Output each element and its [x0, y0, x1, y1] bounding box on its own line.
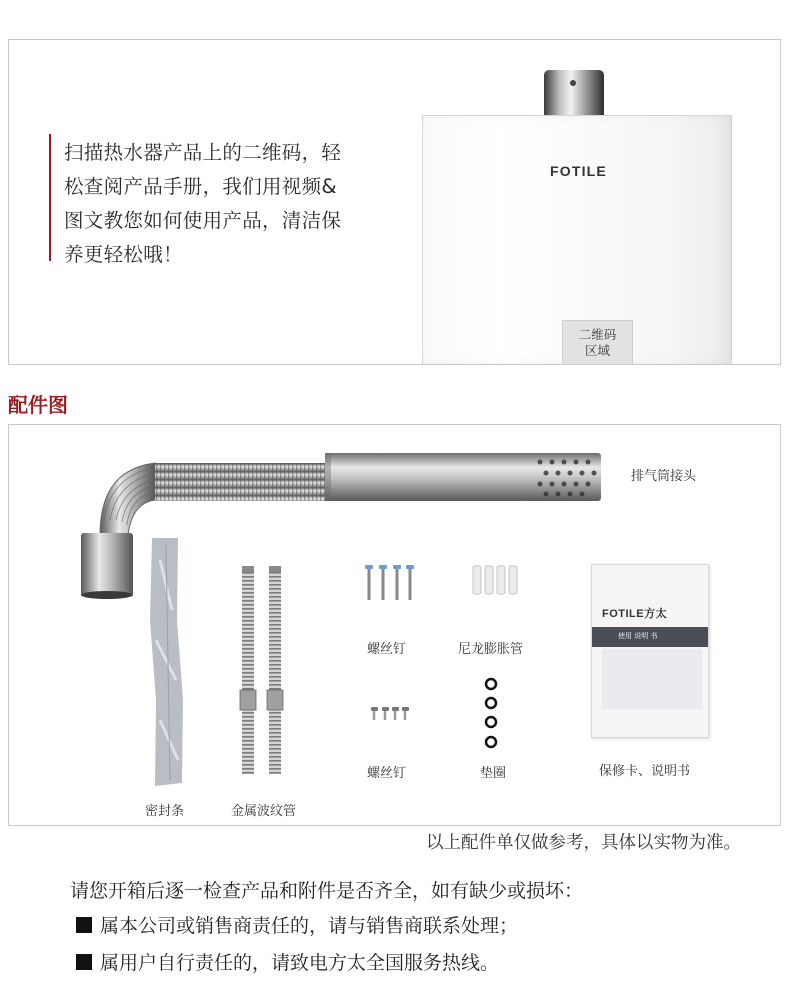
manual-band-text: 使用 说明 书 [618, 632, 658, 640]
intro-line-4: 养更轻松哦！ [64, 243, 183, 266]
note-bullet-1 [76, 911, 518, 938]
nylon-anchors-image [473, 566, 517, 594]
intro-line-2: 松查阅产品手册，我们用视频& [64, 175, 337, 198]
long-screws-image [365, 565, 414, 600]
metal-hose-image [240, 566, 283, 774]
label-warranty-manual: 保修卡、说明书 [599, 764, 691, 779]
disclaimer-text: 以上配件单仅做参考，具体以实物为准。 [426, 833, 741, 853]
label-screw-short: 螺丝钉 [367, 766, 407, 781]
note-bullet-2-text: 属用户自行责任的，请致电方太全国服务热线。 [100, 952, 500, 974]
qr-label-line1: 二维码 [578, 326, 617, 342]
label-screw-long: 螺丝钉 [367, 642, 407, 657]
short-screws-image [371, 707, 409, 720]
check-instruction: 请您开箱后逐一检查产品和附件是否齐全，如有缺少或损坏： [70, 880, 584, 902]
warranty-manual-image [591, 564, 709, 738]
manual-brand: FOTILE方太 [602, 608, 668, 620]
label-sealing-strip: 密封条 [145, 804, 185, 819]
gaskets-image [486, 679, 496, 747]
sealing-strip-image [150, 538, 183, 786]
bullet-square-icon [76, 917, 92, 933]
section-title-accessories: 配件图 [8, 393, 68, 417]
heater-brand-logo: FOTILE [550, 163, 607, 179]
intro-line-3: 图文教您如何使用产品，清洁保 [64, 209, 342, 232]
qr-label-line2: 区域 [584, 342, 610, 358]
label-gasket: 垫圈 [480, 766, 507, 781]
bullet-square-icon [76, 954, 92, 970]
manual-panel [602, 649, 702, 709]
intro-line-1: 扫描热水器产品上的二维码，轻 [64, 141, 342, 164]
label-metal-hose: 金属波纹管 [231, 804, 297, 819]
label-exhaust-pipe: 排气筒接头 [631, 469, 697, 484]
manual-band [592, 627, 708, 647]
label-nylon-anchor: 尼龙膨胀管 [458, 642, 524, 657]
note-bullet-1-text: 属本公司或销售商责任的，请与销售商联系处理； [100, 915, 519, 937]
note-bullet-2 [76, 948, 499, 975]
